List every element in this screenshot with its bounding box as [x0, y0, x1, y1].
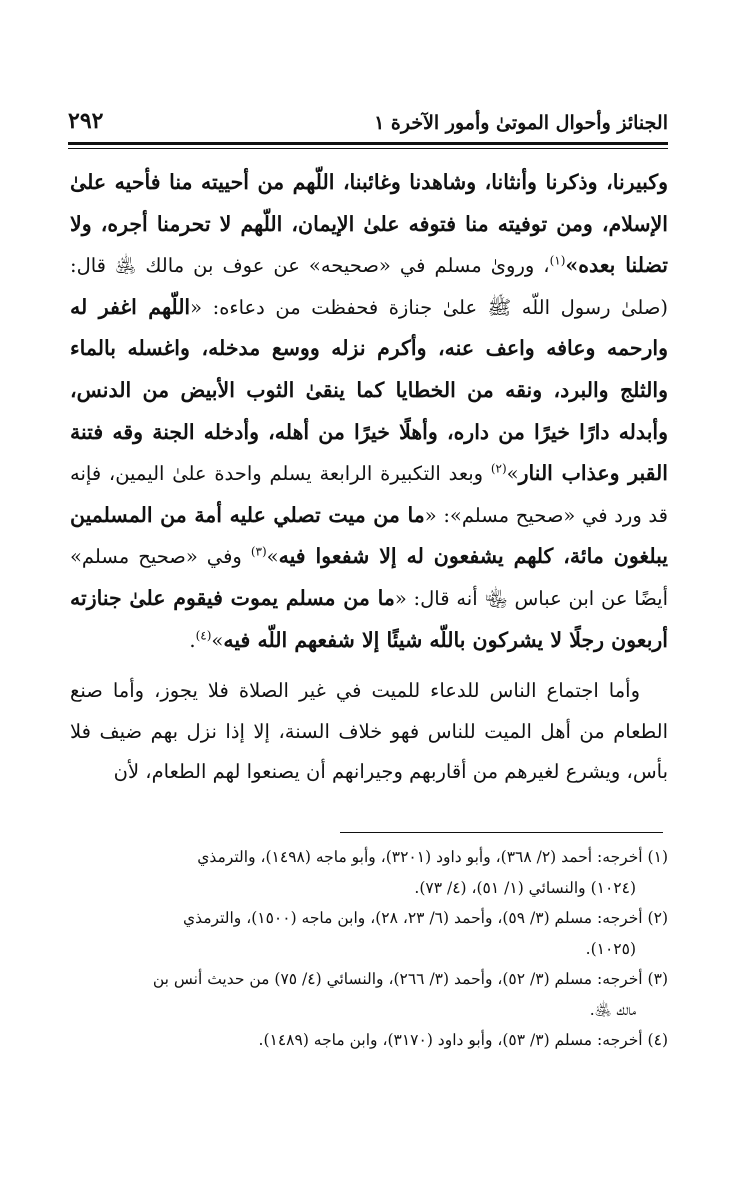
footnote-text-cont: مالك ﵁. [589, 1000, 636, 1019]
footnote-number: (٤) [647, 1031, 668, 1049]
footnote-text: أخرجه: مسلم (٣/ ٥٢)، وأحمد (٣/ ٢٦٦)، والنسائي (٤/ ٧٥) من حديث أنس بن [152, 970, 643, 988]
paragraph-1 [70, 162, 668, 661]
quote-close-2: » [266, 545, 279, 569]
footnote-text: أخرجه: مسلم (٣/ ٥٩)، وأحمد (٦/ ٢٣، ٢٨)، وابن ماجه (١٥٠٠)، والترمذي [182, 909, 643, 927]
hadith-text-1: وكبيرنا، وذكرنا وأنثانا، وشاهدنا وغائبنا، اللّهم من أحييته منا فأحيه علىٰ الإسلام، ومن توفيته منا فتوفه علىٰ الإيمان، اللّهم لا تحرمنا أجره، ولا تضلنا بعده» [70, 170, 668, 278]
quote-close-3: » [211, 628, 224, 652]
hadith-text-3: ما من ميت تصلي عليه أمة من المسلمين يبلغون مائة، كلهم يشفعون له إلا شفعوا فيه [70, 502, 668, 569]
hadith-text-4: ما من مسلم يموت فيقوم علىٰ جنازته أربعون رجلًا لا يشركون باللّه شيئًا إلا شفعهم اللّه فيه [70, 585, 668, 652]
paragraph-2: وأما اجتماع الناس للدعاء للميت في غير الصلاة فلا يجوز، وأما صنع الطعام من أهل الميت للناس فهو خلاف السنة، إلا إذا نزل بهم ضيف فلا بأس، ويشرع لغيرهم من أقاربهم وجيرانهم أن يصنعوا لهم الطعام، لأن [70, 679, 668, 784]
footnote-ref-2: (٢) [490, 461, 507, 476]
footnote-text: أخرجه: أحمد (٢/ ٣٦٨)، وأبو داود (٣٢٠١)، وأبو ماجه (١٤٩٨)، والترمذي [197, 848, 643, 866]
footnote-ref-3: (٣) [250, 544, 267, 559]
header-rule-thin [68, 148, 668, 149]
footnotes [70, 842, 668, 1056]
footnote-number: (٢) [647, 909, 668, 927]
footnote-number: (٣) [647, 970, 668, 988]
footnote-1 [70, 842, 668, 903]
sentence-end: . [189, 628, 196, 652]
footnote-text-cont: (١٠٢٤) والنسائي (١/ ٥١)، (٤/ ٧٣). [414, 878, 636, 897]
narration-text-3: وفي «صحيح مسلم» أيضًا عن ابن عباس ﵄ أنه قال: « [70, 545, 668, 610]
footnote-3 [70, 964, 668, 1025]
footnote-2 [70, 903, 668, 964]
main-text [70, 162, 668, 793]
narration-text-2: وبعد التكبيرة الرابعة يسلم واحدة علىٰ اليمين، فإنه قد ورد في «صحيح مسلم»: « [70, 462, 668, 527]
running-title: الجنائز وأحوال الموتىٰ وأمور الآخرة ١ [374, 112, 668, 134]
hadith-text-2: اللّهم اغفر له وارحمه وعافه واعف عنه، وأكرم نزله ووسع مدخله، واغسله بالماء والثلج والبرد، ونقه من الخطايا كما ينقىٰ الثوب الأبيض من الدنس، وأبدله دارًا خيرًا من داره، وأهلًا خيرًا من أهله، وأدخله الجنة وقه فتنة القبر وعذاب النار [70, 294, 668, 486]
page-number: ٢٩٢ [68, 108, 104, 134]
header-rule-thick [68, 142, 668, 145]
quote-close-1: » [506, 462, 519, 486]
narration-text-1: ، ورویٰ مسلم في «صحيحه» عن عوف بن مالك ﵁ قال: (صلىٰ رسول اللّه ﷺ علىٰ جنازة فحفظت من دعاءه: « [70, 254, 668, 319]
footnote-ref-1: (١) [549, 253, 566, 268]
page-header [68, 98, 668, 134]
footnote-4 [70, 1025, 668, 1056]
footnote-ref-4: (٤) [195, 628, 212, 643]
footnote-number: (١) [647, 848, 668, 866]
footnote-text-cont: (١٠٢٥). [585, 939, 636, 958]
footnote-text: أخرجه: مسلم (٣/ ٥٣)، وأبو داود (٣١٧٠)، وابن ماجه (١٤٨٩). [258, 1031, 643, 1049]
footnote-separator [340, 832, 663, 833]
